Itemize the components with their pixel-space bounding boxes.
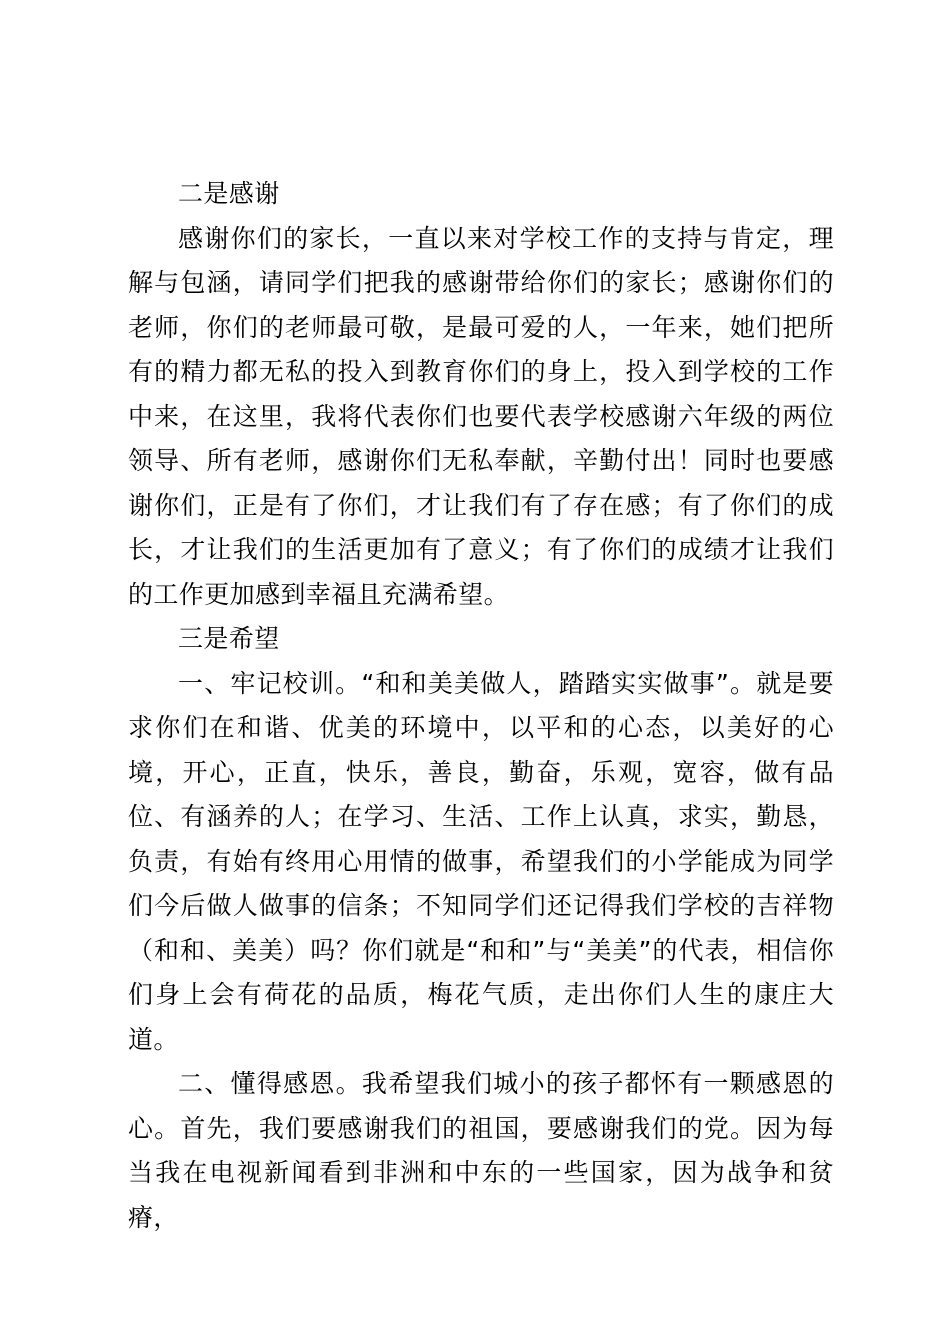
section-heading-hope: 三是希望: [178, 624, 280, 653]
paragraph-hope-gratitude: 二、懂得感恩。我希望我们城小的孩子都怀有一颗感恩的心。首先，我们要感谢我们的祖国，要感谢我们的党。因为每当我在电视新闻看到非洲和中东的一些国家，因为战争和贫瘠，: [128, 1069, 834, 1232]
document-body: [128, 172, 834, 1240]
paragraph-hope-motto: 一、牢记校训。“和和美美做人，踏踏实实做事”。就是要求你们在和谐、优美的环境中，以平和的心态，以美好的心境，开心，正直，快乐，善良，勤奋，乐观，宽容，做有品位、有涵养的人；在学习、生活、工作上认真，求实，勤恳，负责，有始有终用心用情的做事，希望我们的小学能成为同学们今后做人做事的信条；不知同学们还记得我们学校的吉祥物（和和、美美）吗？你们就是“和和”与“美美”的代表，相信你们身上会有荷花的品质，梅花气质，走出你们人生的康庄大道。: [128, 668, 834, 1054]
paragraph-thanks: 感谢你们的家长，一直以来对学校工作的支持与肯定，理解与包涵，请同学们把我的感谢带给你们的家长；感谢你们的老师，你们的老师最可敬，是最可爱的人，一年来，她们把所有的精力都无私的投入到教育你们的身上，投入到学校的工作中来，在这里，我将代表你们也要代表学校感谢六年级的两位领导、所有老师，感谢你们无私奉献，辛勤付出！同时也要感谢你们，正是有了你们，才让我们有了存在感；有了你们的成长，才让我们的生活更加有了意义；有了你们的成绩才让我们的工作更加感到幸福且充满希望。: [128, 223, 834, 609]
section-heading-thanks: 二是感谢: [178, 179, 280, 208]
